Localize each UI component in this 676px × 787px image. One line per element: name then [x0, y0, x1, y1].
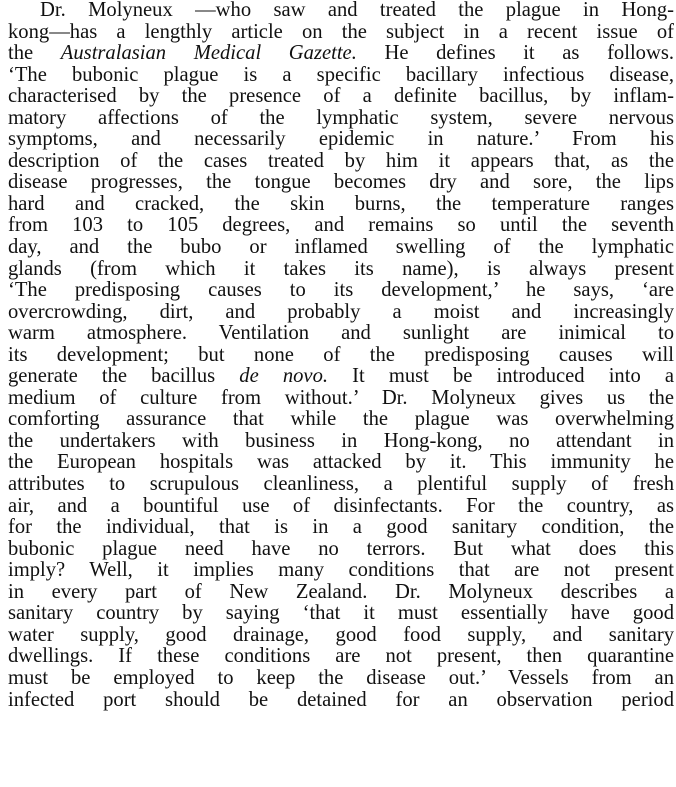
text-segment: It must be introduced into a	[328, 365, 674, 388]
text-segment: Dr. Molyneux —who saw and treated the plague in Hong-	[40, 0, 674, 21]
text-line	[8, 517, 674, 539]
text-line	[8, 323, 674, 345]
text-line	[8, 409, 674, 431]
text-segment: sanitary country by saying ‘that it must essentially have good	[8, 602, 674, 625]
text-segment: comforting assurance that while the plague was overwhelming	[8, 408, 674, 431]
text-segment: imply? Well, it implies many conditions that are not present	[8, 559, 674, 582]
text-segment: symptoms, and necessarily epidemic in nature.’ From his	[8, 128, 674, 151]
text-line	[8, 172, 674, 194]
text-segment: characterised by the presence of a definite bacillus, by inflam-	[8, 85, 674, 108]
text-segment: water supply, good drainage, good food supply, and sanitary	[8, 623, 674, 646]
text-line	[8, 474, 674, 496]
text-line	[8, 345, 674, 367]
text-line	[8, 194, 674, 216]
text-segment: disease progresses, the tongue becomes dry and sore, the lips	[8, 171, 674, 194]
text-line	[8, 539, 674, 561]
text-line	[8, 646, 674, 668]
text-line	[8, 22, 674, 44]
text-line	[8, 237, 674, 259]
text-segment: hard and cracked, the skin burns, the temperature ranges	[8, 192, 674, 215]
text-line	[8, 603, 674, 625]
text-line	[8, 366, 674, 388]
text-segment: ‘The bubonic plague is a specific bacillary infectious disease,	[8, 63, 674, 86]
italic-text-segment: Australasian Medical Gazette.	[60, 42, 357, 65]
text-line	[8, 43, 674, 65]
text-line	[8, 215, 674, 237]
text-segment: description of the cases treated by him it appears that, as the	[8, 149, 674, 172]
text-line	[8, 151, 674, 173]
text-segment: generate the bacillus	[8, 365, 240, 388]
text-line	[8, 65, 674, 87]
text-line	[8, 280, 674, 302]
italic-text-segment: de novo.	[239, 365, 329, 388]
text-line	[8, 302, 674, 324]
text-line	[8, 431, 674, 453]
text-line	[8, 690, 674, 712]
text-segment: day, and the bubo or inflamed swelling of the lymphatic	[8, 236, 674, 259]
text-segment: the	[8, 42, 61, 65]
text-line	[8, 496, 674, 518]
text-segment: ‘The predisposing causes to its development,’ he says, ‘are	[8, 279, 674, 302]
text-segment: air, and a bountiful use of disinfectants. For the country, as	[8, 494, 674, 517]
text-segment: must be employed to keep the disease out.’ Vessels from an	[8, 666, 674, 689]
text-segment: kong—has a lengthly article on the subject in a recent issue of	[8, 20, 674, 43]
text-segment: medium of culture from without.’ Dr. Molyneux gives us the	[8, 386, 674, 409]
text-segment: for the individual, that is in a good sanitary condition, the	[8, 516, 674, 539]
text-line	[8, 582, 674, 604]
text-line	[8, 668, 674, 690]
text-segment: He defines it as follows.	[356, 42, 674, 65]
text-segment: glands (from which it takes its name), is always present	[8, 257, 674, 280]
article-text-column	[8, 0, 674, 711]
text-segment: the undertakers with business in Hong-kong, no attendant in	[8, 429, 674, 452]
text-line	[8, 108, 674, 130]
text-line	[8, 388, 674, 410]
text-segment: infected port should be detained for an observation period	[8, 688, 674, 711]
text-line	[8, 452, 674, 474]
text-line	[8, 560, 674, 582]
text-segment: attributes to scrupulous cleanliness, a plentiful supply of fresh	[8, 473, 674, 496]
text-segment: its development; but none of the predisposing causes will	[8, 343, 674, 366]
text-segment: overcrowding, dirt, and probably a moist and increasingly	[8, 300, 674, 323]
text-line	[8, 625, 674, 647]
text-line	[8, 86, 674, 108]
text-segment: bubonic plague need have no terrors. But what does this	[8, 537, 674, 560]
text-segment: warm atmosphere. Ventilation and sunlight are inimical to	[8, 322, 674, 345]
text-line	[8, 0, 674, 22]
text-segment: from 103 to 105 degrees, and remains so until the seventh	[8, 214, 674, 237]
text-segment: matory affections of the lymphatic system, severe nervous	[8, 106, 674, 129]
text-line	[8, 129, 674, 151]
text-segment: in every part of New Zealand. Dr. Molyneux describes a	[8, 580, 674, 603]
text-segment: dwellings. If these conditions are not present, then quarantine	[8, 645, 674, 668]
text-segment: the European hospitals was attacked by it. This immunity he	[8, 451, 674, 474]
text-line	[8, 259, 674, 281]
